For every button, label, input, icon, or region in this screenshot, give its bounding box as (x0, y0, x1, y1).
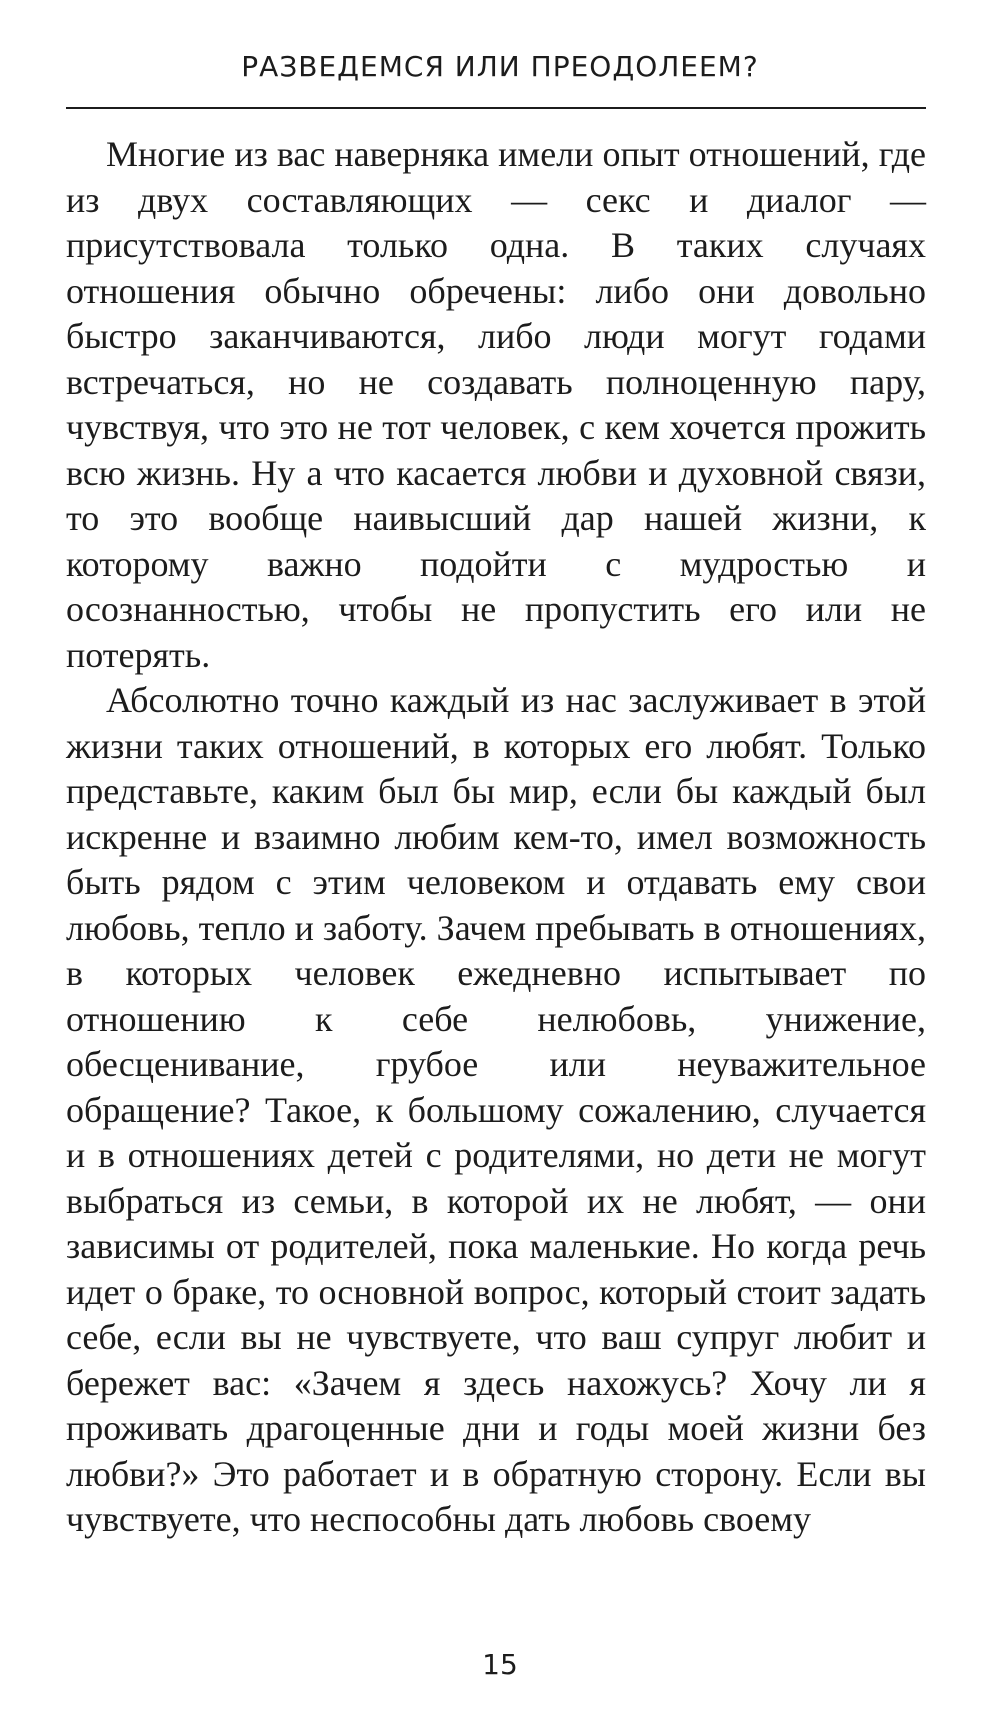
running-head: РАЗВЕДЕМСЯ ИЛИ ПРЕОДОЛЕЕМ? (241, 50, 759, 83)
header-rule (66, 107, 926, 109)
body-text (66, 132, 926, 1543)
page-number: 15 (482, 1648, 518, 1681)
paragraph: Многие из вас наверняка имели опыт отношений, где из двух составляющих — секс и диалог — присутствовала только одна. В таких случаях отношения обычно обречены: либо они довольно быстро заканчиваются, либо люди могут годами встречаться, но не создавать полноценную пару, чувствуя, что это не тот человек, с кем хочется прожить всю жизнь. Ну а что касается любви и духовной связи, то это вообще наивысший дар нашей жизни, к которому важно подойти с мудростью и осознанностью, чтобы не пропустить его или не потерять. (66, 134, 926, 675)
paragraph: Абсолютно точно каждый из нас заслуживает в этой жизни таких отношений, в которых его любят. Только представьте, каким был бы мир, если бы каждый был искренне и взаимно любим кем-то, имел возможность быть рядом с этим человеком и отдавать ему свои любовь, тепло и заботу. Зачем пребывать в отношениях, в которых человек ежедневно испытывает по отношению к себе нелюбовь, унижение, обесценивание, грубое или неуважительное обращение? Такое, к большому сожалению, случается и в отношениях детей с родителями, но дети не могут выбраться из семьи, в которой их не любят, — они зависимы от родителей, пока маленькие. Но когда речь идет о браке, то основной вопрос, который стоит задать себе, если вы не чувствуете, что ваш супруг любит и бережет вас: «Зачем я здесь нахожусь? Хочу ли я проживать драгоценные дни и годы моей жизни без любви?» Это работает и в обратную сторону. Если вы чувствуете, что неспособны дать любовь своему (66, 680, 926, 1539)
